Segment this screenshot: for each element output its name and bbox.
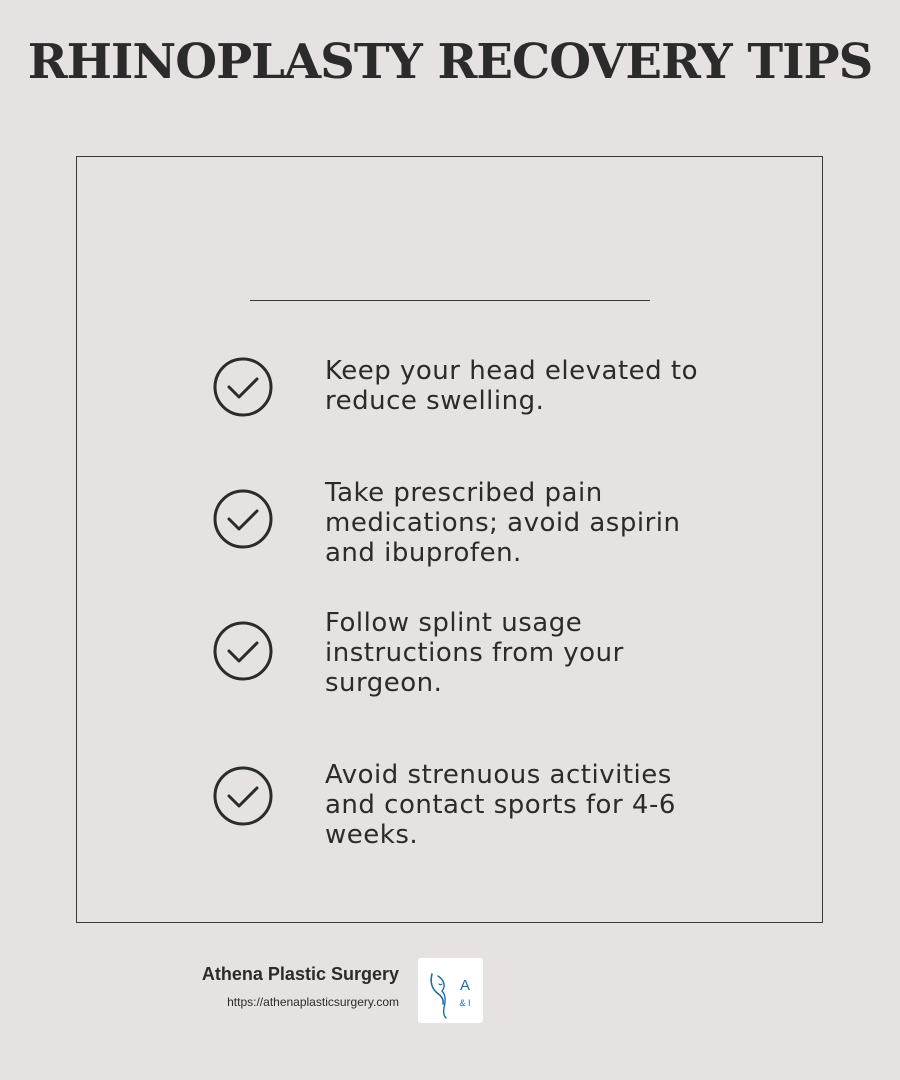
tip-text: Avoid strenuous activities and contact sports for 4-6 weeks. (325, 760, 676, 850)
logo-sub: & I (459, 998, 471, 1008)
check-circle-icon (212, 356, 274, 418)
page-title: RHINOPLASTY RECOVERY TIPS (27, 34, 873, 90)
brand-url[interactable]: https://athenaplasticsurgery.com (227, 995, 399, 1009)
check-circle-icon (212, 620, 274, 682)
tip-text: Follow splint usage instructions from your surgeon. (325, 608, 624, 698)
divider (250, 300, 650, 301)
logo-letter: A (459, 977, 471, 994)
check-circle-icon (212, 488, 274, 550)
tip-text: Keep your head elevated to reduce swelling. (325, 356, 699, 416)
athena-logo-icon (418, 958, 483, 1023)
face-profile-icon (418, 958, 483, 1023)
tip-text: Take prescribed pain medications; avoid aspirin and ibuprofen. (325, 478, 681, 568)
check-circle-icon (212, 765, 274, 827)
brand-name: Athena Plastic Surgery (201, 964, 399, 984)
